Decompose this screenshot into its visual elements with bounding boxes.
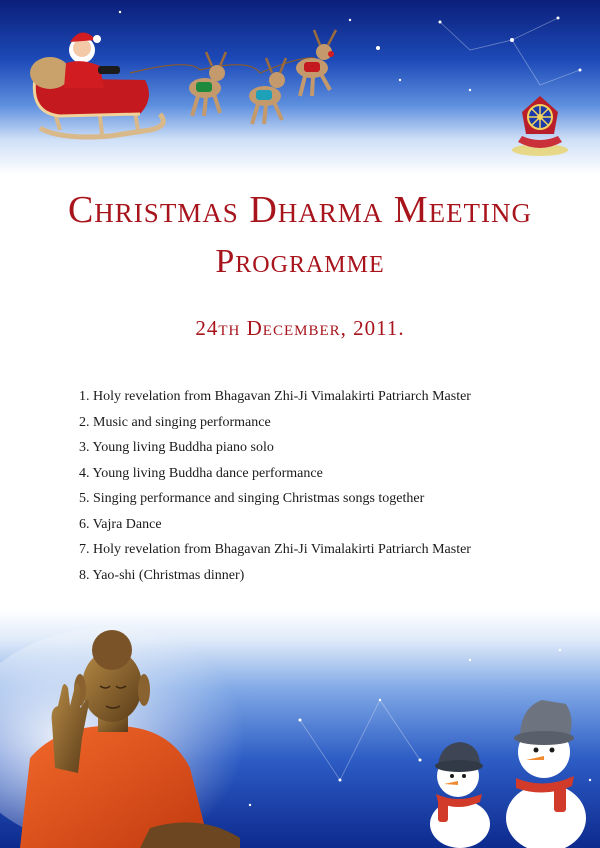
programme-item: 8. Yao-shi (Christmas dinner) [79,567,245,583]
programme-item: 4. Young living Buddha dance performance [79,465,323,481]
santa-sleigh-illustration [20,18,360,148]
buddha-statue-illustration [0,628,290,848]
programme-item: 1. Holy revelation from Bhagavan Zhi-Ji Vimalakirti Patriarch Master [79,389,471,404]
programme-item: 3. Young living Buddha piano solo [79,440,274,455]
programme-item: 2. Music and singing performance [79,414,271,430]
page-subtitle: Programme [215,243,385,280]
programme-list [79,386,559,590]
page-title: Christmas Dharma Meeting [67,189,533,231]
snowmen-illustration [408,690,600,848]
programme-item: 6. Vajra Dance [79,516,162,532]
programme-item: 7. Holy revelation from Bhagavan Zhi-Ji Vimalakirti Patriarch Master [79,542,471,557]
programme-item: 5. Singing performance and singing Christmas songs together [79,491,425,506]
dharma-wheel-emblem [506,92,574,158]
event-date: 24th December, 2011. [195,316,405,340]
